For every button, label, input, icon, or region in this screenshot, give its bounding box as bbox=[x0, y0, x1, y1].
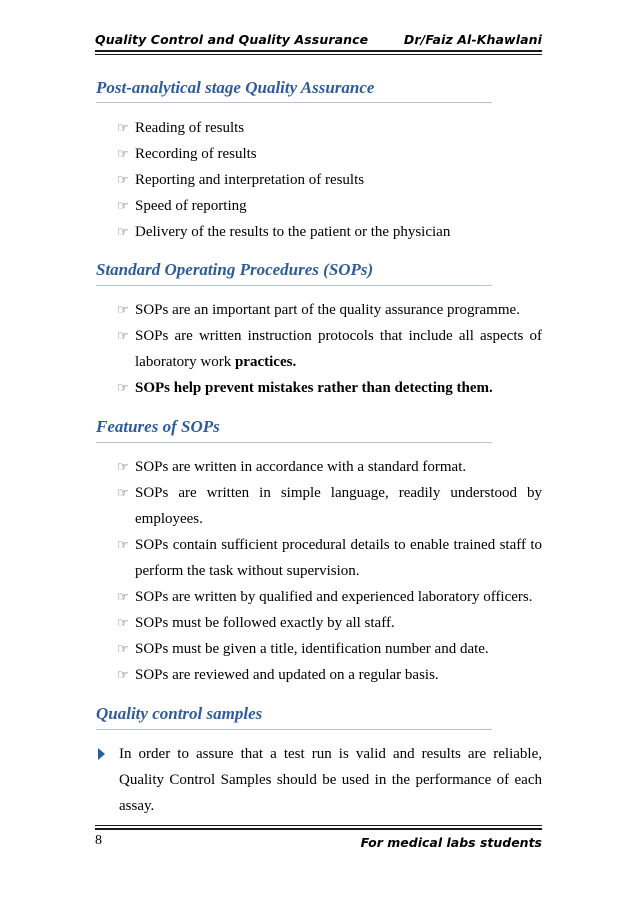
triangle-right-icon bbox=[98, 748, 105, 760]
section-title-features: Features of SOPs bbox=[96, 417, 220, 436]
pointing-hand-icon: ☞ bbox=[117, 485, 129, 500]
pointing-hand-icon: ☞ bbox=[117, 380, 129, 395]
pointing-hand-icon: ☞ bbox=[117, 615, 129, 630]
list-item: ☞ SOPs are written in simple language, readily understood by employees. bbox=[117, 480, 542, 532]
pointing-hand-icon: ☞ bbox=[117, 537, 129, 552]
header-rule-thick bbox=[95, 50, 542, 52]
page-number: 8 bbox=[95, 833, 102, 848]
footer-rule-thin bbox=[95, 825, 542, 826]
list-item: ☞ Reporting and interpretation of results bbox=[117, 167, 542, 193]
list-item: In order to assure that a test run is valid and results are reliable, Quality Control Samples should be used in the performance of each assay. bbox=[98, 741, 542, 819]
section-title-post-analytical: Post-analytical stage Quality Assurance bbox=[96, 78, 375, 97]
footer-rule-thick bbox=[95, 828, 542, 830]
list-item: ☞ SOPs are an important part of the quality assurance programme. bbox=[117, 297, 542, 323]
pointing-hand-icon: ☞ bbox=[117, 328, 129, 343]
section-rule bbox=[96, 285, 492, 286]
pointing-hand-icon: ☞ bbox=[117, 224, 129, 239]
list-item: ☞ SOPs are written instruction protocols that include all aspects of laboratory work practices. bbox=[117, 323, 542, 375]
page-header bbox=[95, 30, 542, 52]
list-item: ☞ Reading of results bbox=[117, 115, 542, 141]
pointing-hand-icon: ☞ bbox=[117, 589, 129, 604]
list-item: ☞ Delivery of the results to the patient or the physician bbox=[117, 219, 542, 245]
header-left-text: Quality Control and Quality Assurance bbox=[95, 32, 369, 47]
section-title-qc-samples: Quality control samples bbox=[96, 704, 263, 723]
section-title-sops: Standard Operating Procedures (SOPs) bbox=[96, 260, 374, 279]
pointing-hand-icon: ☞ bbox=[117, 198, 129, 213]
list-item: ☞ SOPs must be given a title, identification number and date. bbox=[117, 636, 542, 662]
list-item: ☞ SOPs are reviewed and updated on a regular basis. bbox=[117, 662, 542, 688]
list-item: ☞ Speed of reporting bbox=[117, 193, 542, 219]
list-item: ☞ SOPs must be followed exactly by all staff. bbox=[117, 610, 542, 636]
list-item: ☞ SOPs contain sufficient procedural details to enable trained staff to perform the task without supervision. bbox=[117, 532, 542, 584]
pointing-hand-icon: ☞ bbox=[117, 146, 129, 161]
pointing-hand-icon: ☞ bbox=[117, 459, 129, 474]
pointing-hand-icon: ☞ bbox=[117, 302, 129, 317]
pointing-hand-icon: ☞ bbox=[117, 667, 129, 682]
footer-right-text: For medical labs students bbox=[360, 835, 542, 850]
list-item: ☞ Recording of results bbox=[117, 141, 542, 167]
pointing-hand-icon: ☞ bbox=[117, 120, 129, 135]
header-right-text: Dr/Faiz Al-Khawlani bbox=[403, 32, 542, 47]
list-item: ☞ SOPs help prevent mistakes rather than detecting them. bbox=[117, 375, 542, 401]
section-rule bbox=[96, 442, 492, 443]
pointing-hand-icon: ☞ bbox=[117, 641, 129, 656]
header-rule-thin bbox=[95, 54, 542, 55]
list-item: ☞ SOPs are written in accordance with a standard format. bbox=[117, 454, 542, 480]
section-rule bbox=[96, 102, 492, 103]
section-rule bbox=[96, 729, 492, 730]
pointing-hand-icon: ☞ bbox=[117, 172, 129, 187]
list-item: ☞ SOPs are written by qualified and experienced laboratory officers. bbox=[117, 584, 542, 610]
